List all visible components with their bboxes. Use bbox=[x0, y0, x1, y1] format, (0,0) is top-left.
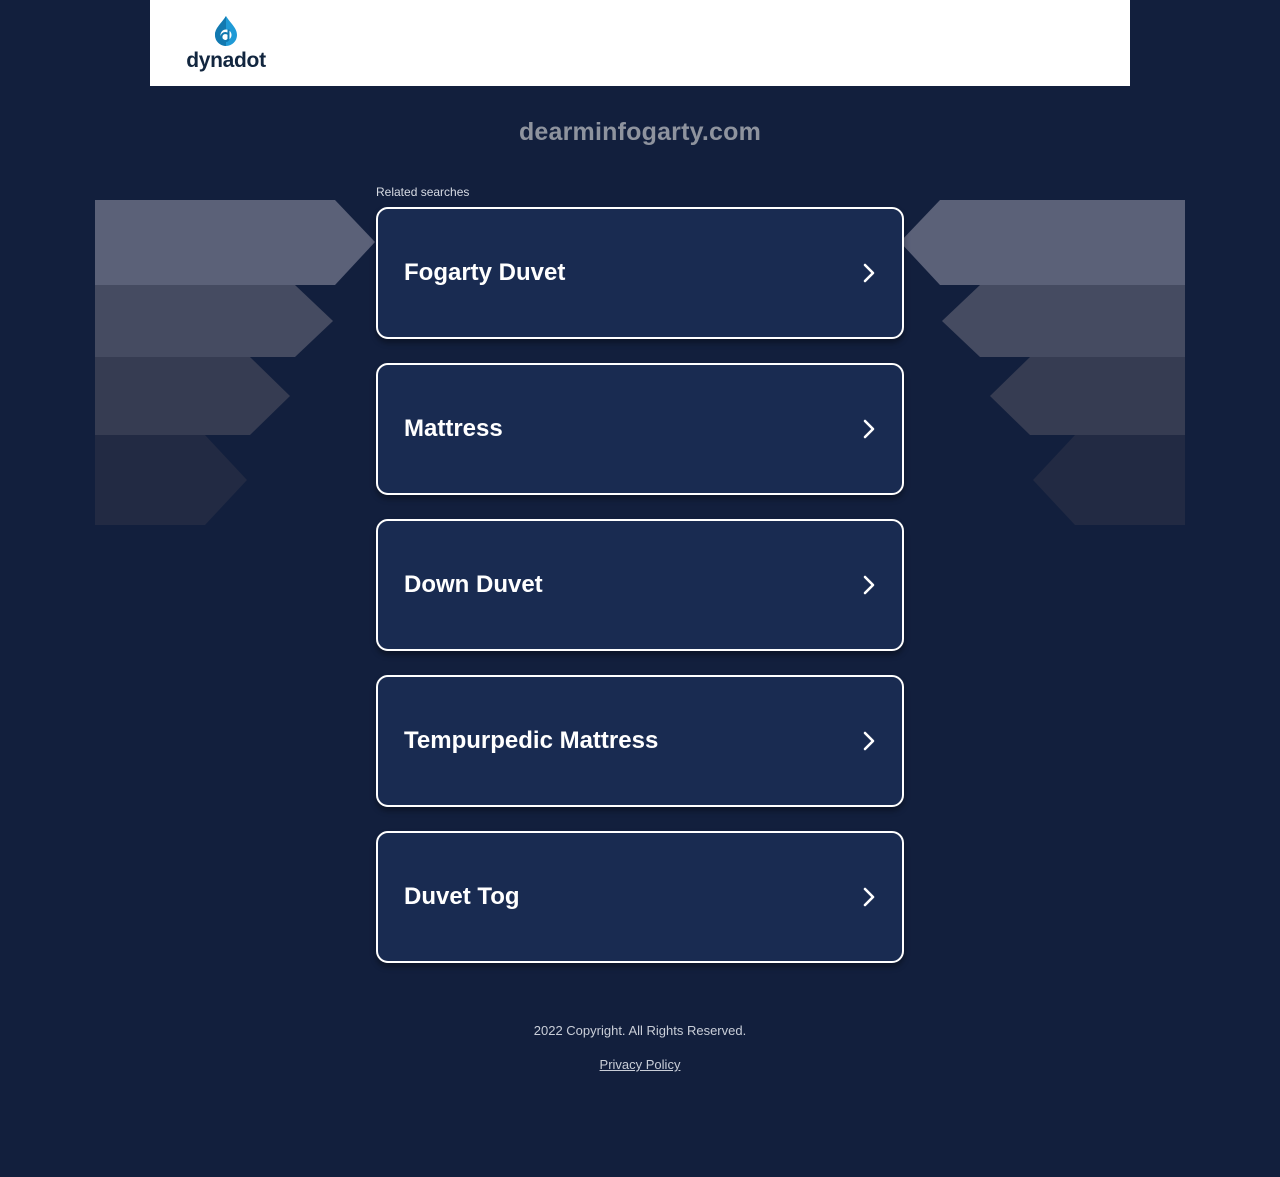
related-searches-list bbox=[376, 207, 904, 963]
related-search-label: Tempurpedic Mattress bbox=[404, 727, 659, 754]
chevron-right-icon bbox=[858, 262, 880, 284]
related-search-label: Duvet Tog bbox=[404, 883, 520, 910]
chevron-right-icon bbox=[858, 730, 880, 752]
related-search-label: Fogarty Duvet bbox=[404, 259, 566, 286]
chevron-right-icon bbox=[858, 418, 880, 440]
related-search-card-5[interactable] bbox=[376, 831, 904, 963]
chevron-right-icon bbox=[858, 574, 880, 596]
related-searches-label: Related searches bbox=[376, 185, 470, 199]
related-search-card-3[interactable] bbox=[376, 519, 904, 651]
page-title: dearminfogarty.com bbox=[518, 118, 762, 146]
dynadot-wordmark: dynadot bbox=[186, 49, 266, 72]
header-bar bbox=[150, 0, 1130, 86]
privacy-policy-link[interactable]: Privacy Policy bbox=[599, 1057, 681, 1072]
dynadot-droplet-logo-icon bbox=[209, 15, 243, 49]
related-search-card-2[interactable] bbox=[376, 363, 904, 495]
related-search-card-1[interactable] bbox=[376, 207, 904, 339]
chevron-right-icon bbox=[858, 886, 880, 908]
copyright-text: 2022 Copyright. All Rights Reserved. bbox=[533, 1023, 747, 1038]
related-search-card-4[interactable] bbox=[376, 675, 904, 807]
related-search-label: Down Duvet bbox=[404, 571, 543, 598]
dynadot-logo[interactable] bbox=[178, 15, 274, 71]
related-search-label: Mattress bbox=[404, 415, 503, 442]
footer bbox=[0, 1023, 1280, 1074]
